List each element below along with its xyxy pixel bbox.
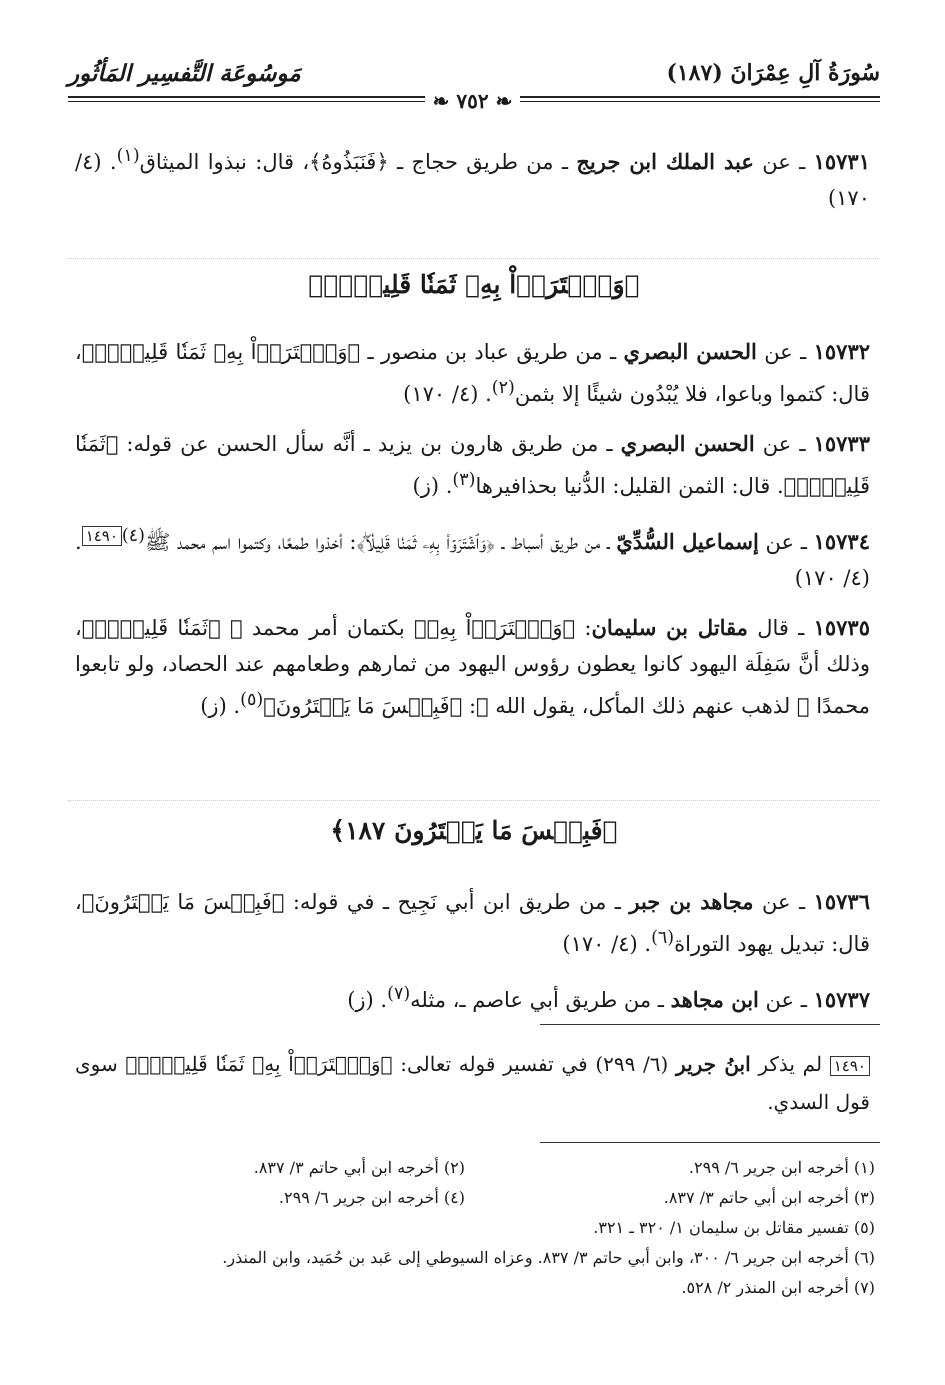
footnote-ref: (٧) [387,984,411,1004]
narrator-name: الحسن البصري [620,431,755,456]
book-title: مَوسُوعَة التَّفسِير المَأثُور [68,60,301,87]
note-name: ابنُ جرير [676,1052,751,1076]
footnote-ref: (١) [116,146,140,166]
entry-prefix: ـ عن [754,432,806,456]
entry-15731 [75,138,870,216]
entry-ref: . (٤/ ١٧٠) [562,932,652,956]
entry-15735 [75,610,870,724]
entry-15734 [75,518,870,596]
footnote-ref: (٢) [491,378,515,398]
entry-prefix: ـ عن [758,530,807,554]
narrator-name: مجاهد بن جبر [629,889,754,914]
entry-number: ١٥٧٣٤ [813,529,870,554]
footnote-6: (٦) أخرجه ابن جرير ٦/ ٣٠٠، وابن أبي حاتم ٣/ ٨٣٧. وعزاه السيوطي إلى عَبد بن حُمَيد، وابن المنذر. [222,1248,875,1267]
entry-number: ١٥٧٣١ [813,149,870,174]
narrator-name: الحسن البصري [623,339,757,364]
entry-text: ـ من طريق أسباط ـ ﴿وَٱشۡتَرَوۡاْ بِهِۦ ثَمَنٗا قَلِيلٗاۖ﴾: أخذوا طمعًا، وكتموا اسم محمد ﷺ [144,530,617,554]
section-divider [68,258,880,260]
entry-text: ـ من طريق هارون بن يزيد ـ أنَّه سأل الحسن عن قوله: ﴿ثَمَنٗا قَلِيلٗاۖ﴾. قال: الثمن القليل: الدُّنيا بحذافيرها [75,432,870,498]
note-box-number: ١٤٩٠ [830,1056,870,1076]
footnote-ref: (٥) [240,690,264,710]
entry-text: ـ من طريق أبي عاصم ـ، مثله [410,988,671,1012]
entry-prefix: ـ عن [756,340,807,364]
entry-ref: . (٤/ ١٧٠) [75,530,870,590]
section-heading-1: ﴿وَٱشۡتَرَوۡاْ بِهِۦ ثَمَنٗا قَلِيلٗاۖ﴾ [308,270,640,299]
note-rule [540,1024,880,1025]
footnote-ref: (٦) [651,928,675,948]
entry-ref: . (ز) [347,988,388,1012]
narrator-name: ابن مجاهد [670,987,759,1012]
section-divider [68,800,880,802]
entry-text: : ﴿وَٱشۡتَرَوۡاْ بِهِۦ﴾ بكتمان أمر محمد ﷺ ﴿ثَمَنٗا قَلِيلٗاۖ﴾، وذلك أنَّ سَفِلَة اليهود كانوا يعطون رؤوس اليهود من ثمارهم وطعامهم عند الحصاد، ولو تابعوا محمدًا ﷺ لذهب عنهم ذلك المأكل، يقول الله ﷻ: ﴿فَبِئۡسَ مَا يَشۡتَرُونَ﴾ [75,616,870,718]
footnote-5: (٥) تفسير مقاتل بن سليمان ١/ ٣٢٠ ـ ٣٢١. [593,1218,875,1237]
footnote-1: (١) أخرجه ابن جرير ٦/ ٢٩٩. [688,1158,875,1177]
entry-prefix: ـ قال [747,616,805,640]
entry-text: ـ من طريق عباد بن منصور ـ ﴿وَٱشۡتَرَوۡاْ بِهِۦ ثَمَنٗا قَلِيلٗاۖ﴾، قال: كتموا وباعوا، فلا يُبْدُون شيئًا إلا بثمن [75,340,870,406]
entry-ref: . (٤/ ١٧٠) [75,150,870,210]
entry-prefix: ـ عن [753,890,806,914]
footnote-ref: (٤) [121,526,145,546]
entry-ref: . (٤/ ١٧٠) [403,382,492,406]
note-box-ref: ١٤٩٠ [82,526,122,546]
entry-15732 [75,334,870,412]
entry-ref: . (ز) [200,694,241,718]
page-number: ❧ ٧٥٢ ❧ [425,89,521,113]
footnote-4: (٤) أخرجه ابن جرير ٦/ ٢٩٩. [278,1188,465,1207]
narrator-name: إسماعيل السُّدِّيّ [616,529,759,554]
narrator-name: مقاتل بن سليمان [591,615,748,640]
surah-title: سُورَةُ آلِ عِمْرَانَ (١٨٧) [666,60,880,86]
entry-number: ١٥٧٣٦ [813,889,870,914]
entry-prefix: ـ عن [758,988,807,1012]
footnote-2: (٢) أخرجه ابن أبي حاتم ٣/ ٨٣٧. [253,1158,465,1177]
entry-number: ١٥٧٣٣ [813,431,870,456]
footnote-3: (٣) أخرجه ابن أبي حاتم ٣/ ٨٣٧. [663,1188,875,1207]
entry-number: ١٥٧٣٥ [813,615,870,640]
narrator-name: عبد الملك ابن جريج [576,149,754,174]
entry-prefix: ـ عن [753,150,806,174]
entry-ref: . (ز) [412,474,453,498]
entry-15737 [75,976,870,1018]
footnote-rule [540,1142,880,1143]
section-heading-2: ﴿فَبِئۡسَ مَا يَشۡتَرُونَ ١٨٧﴾ [330,816,618,845]
entry-number: ١٥٧٣٧ [813,987,870,1012]
editor-note [75,1046,870,1120]
entry-15736 [75,884,870,962]
footnote-ref: (٣) [452,470,476,490]
entry-text: ـ من طريق حجاج ـ ﴿فَنَبَذُوهُ﴾، قال: نبذوا الميثاق [139,150,577,174]
entry-number: ١٥٧٣٢ [813,339,871,364]
note-prefix: لم يذكر [750,1052,830,1076]
footnote-7: (٧) أخرجه ابن المنذر ٢/ ٥٢٨. [681,1278,875,1297]
entry-text: ـ من طريق ابن أبي نَجِيح ـ في قوله: ﴿فَبِئۡسَ مَا يَشۡتَرُونَ﴾، قال: تبديل يهود التوراة [75,890,870,956]
note-text: (٦/ ٢٩٩) في تفسير قوله تعالى: ﴿وَٱشۡتَرَوۡاْ بِهِۦ ثَمَنٗا قَلِيلٗاۖ﴾ سوى قول السدي. [75,1052,870,1114]
page-number-wrap [0,89,945,113]
entry-15733 [75,426,870,504]
